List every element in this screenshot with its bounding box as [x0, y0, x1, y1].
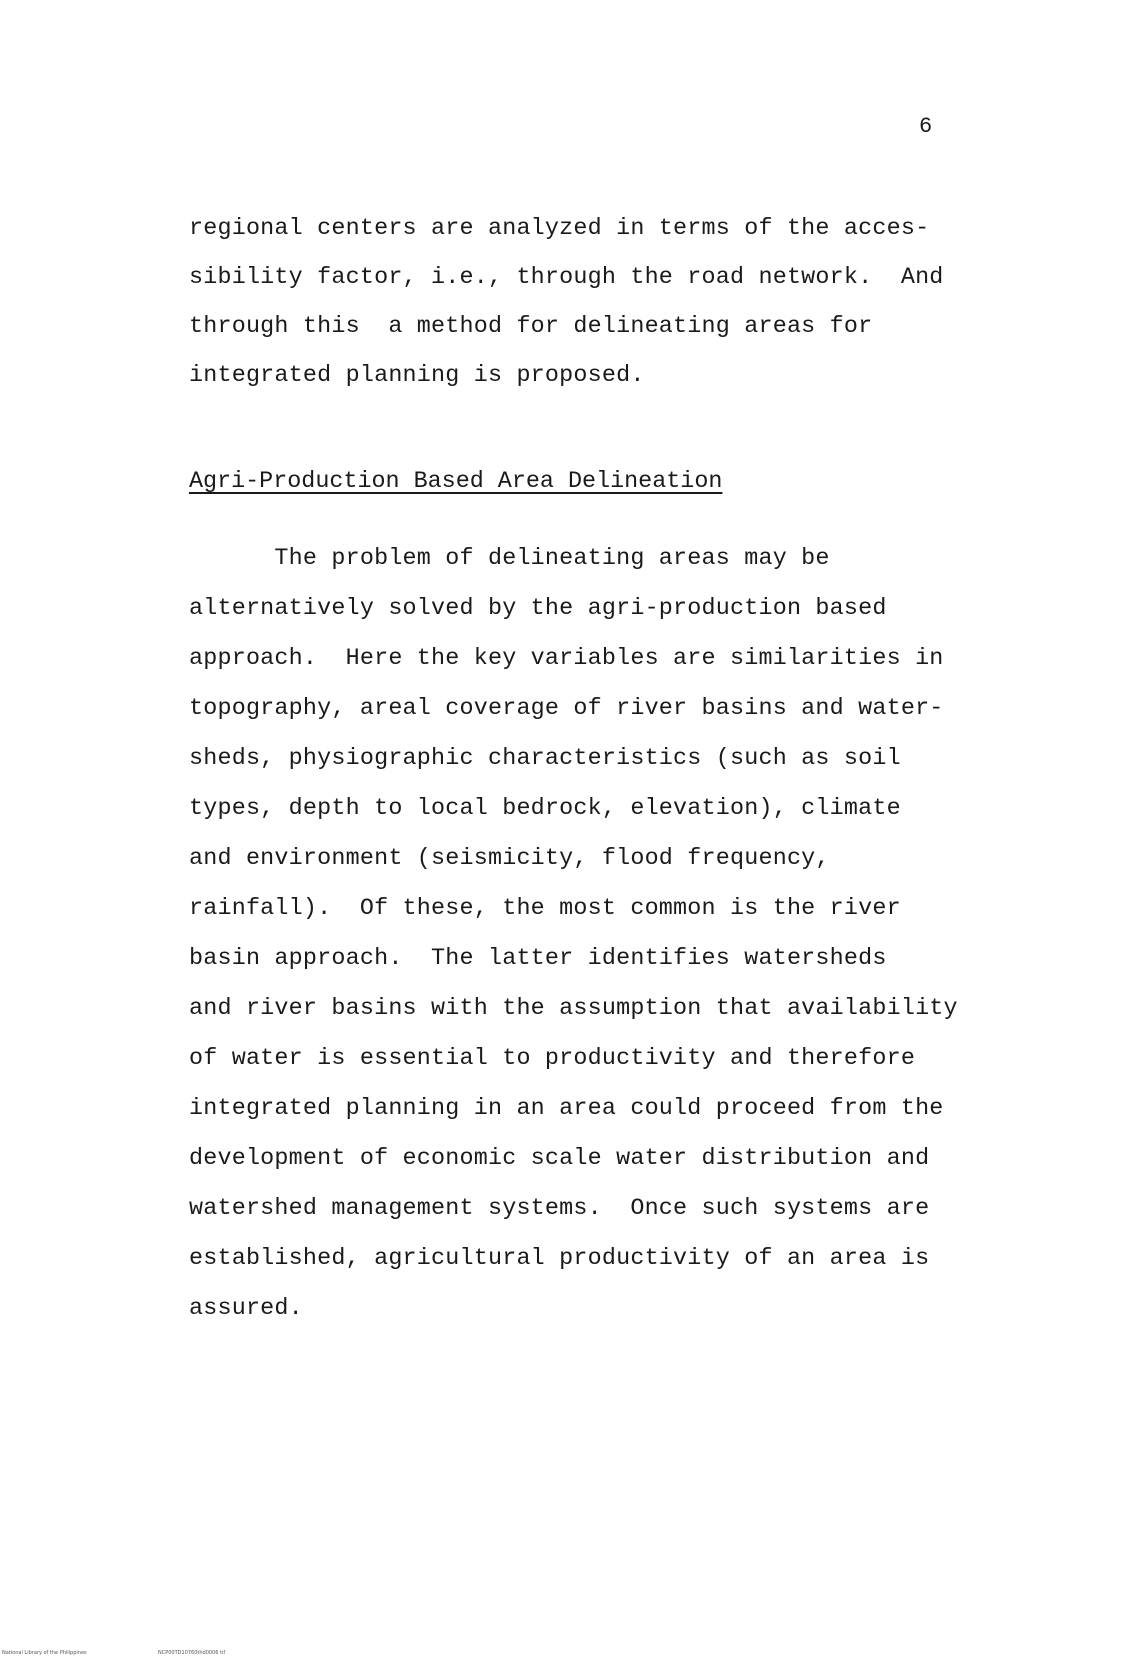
text-line: types, depth to local bedrock, elevation), climate: [189, 796, 901, 822]
text-line: through this a method for delineating areas for: [189, 314, 873, 340]
text-line: assured.: [189, 1296, 303, 1322]
text-line: regional centers are analyzed in terms of the acces-: [189, 216, 930, 242]
footer-library: National Library of the Philippines: [2, 1650, 87, 1656]
text-line: The problem of delineating areas may be: [189, 546, 830, 572]
text-line: integrated planning is proposed.: [189, 363, 645, 389]
text-line: integrated planning in an area could proceed from the: [189, 1096, 944, 1122]
text-line: basin approach. The latter identifies watersheds: [189, 946, 887, 972]
footer-file-id: NCP00TD10760thd0006 tif: [158, 1650, 226, 1656]
text-line: sibility factor, i.e., through the road network. And: [189, 265, 944, 291]
text-line: sheds, physiographic characteristics (such as soil: [189, 746, 901, 772]
text-line: rainfall). Of these, the most common is the river: [189, 896, 901, 922]
text-line: development of economic scale water distribution and: [189, 1146, 930, 1172]
text-line: alternatively solved by the agri-production based: [189, 596, 887, 622]
text-line: topography, areal coverage of river basins and water-: [189, 696, 944, 722]
text-line: approach. Here the key variables are similarities in: [189, 646, 944, 672]
section-heading: Agri-Production Based Area Delineation: [189, 469, 723, 495]
page-number: 6: [919, 114, 933, 139]
text-line: established, agricultural productivity of an area is: [189, 1246, 930, 1272]
text-line: and environment (seismicity, flood frequency,: [189, 846, 830, 872]
text-line: and river basins with the assumption that availability: [189, 996, 958, 1022]
text-line: watershed management systems. Once such systems are: [189, 1196, 930, 1222]
text-line: of water is essential to productivity and therefore: [189, 1046, 916, 1072]
